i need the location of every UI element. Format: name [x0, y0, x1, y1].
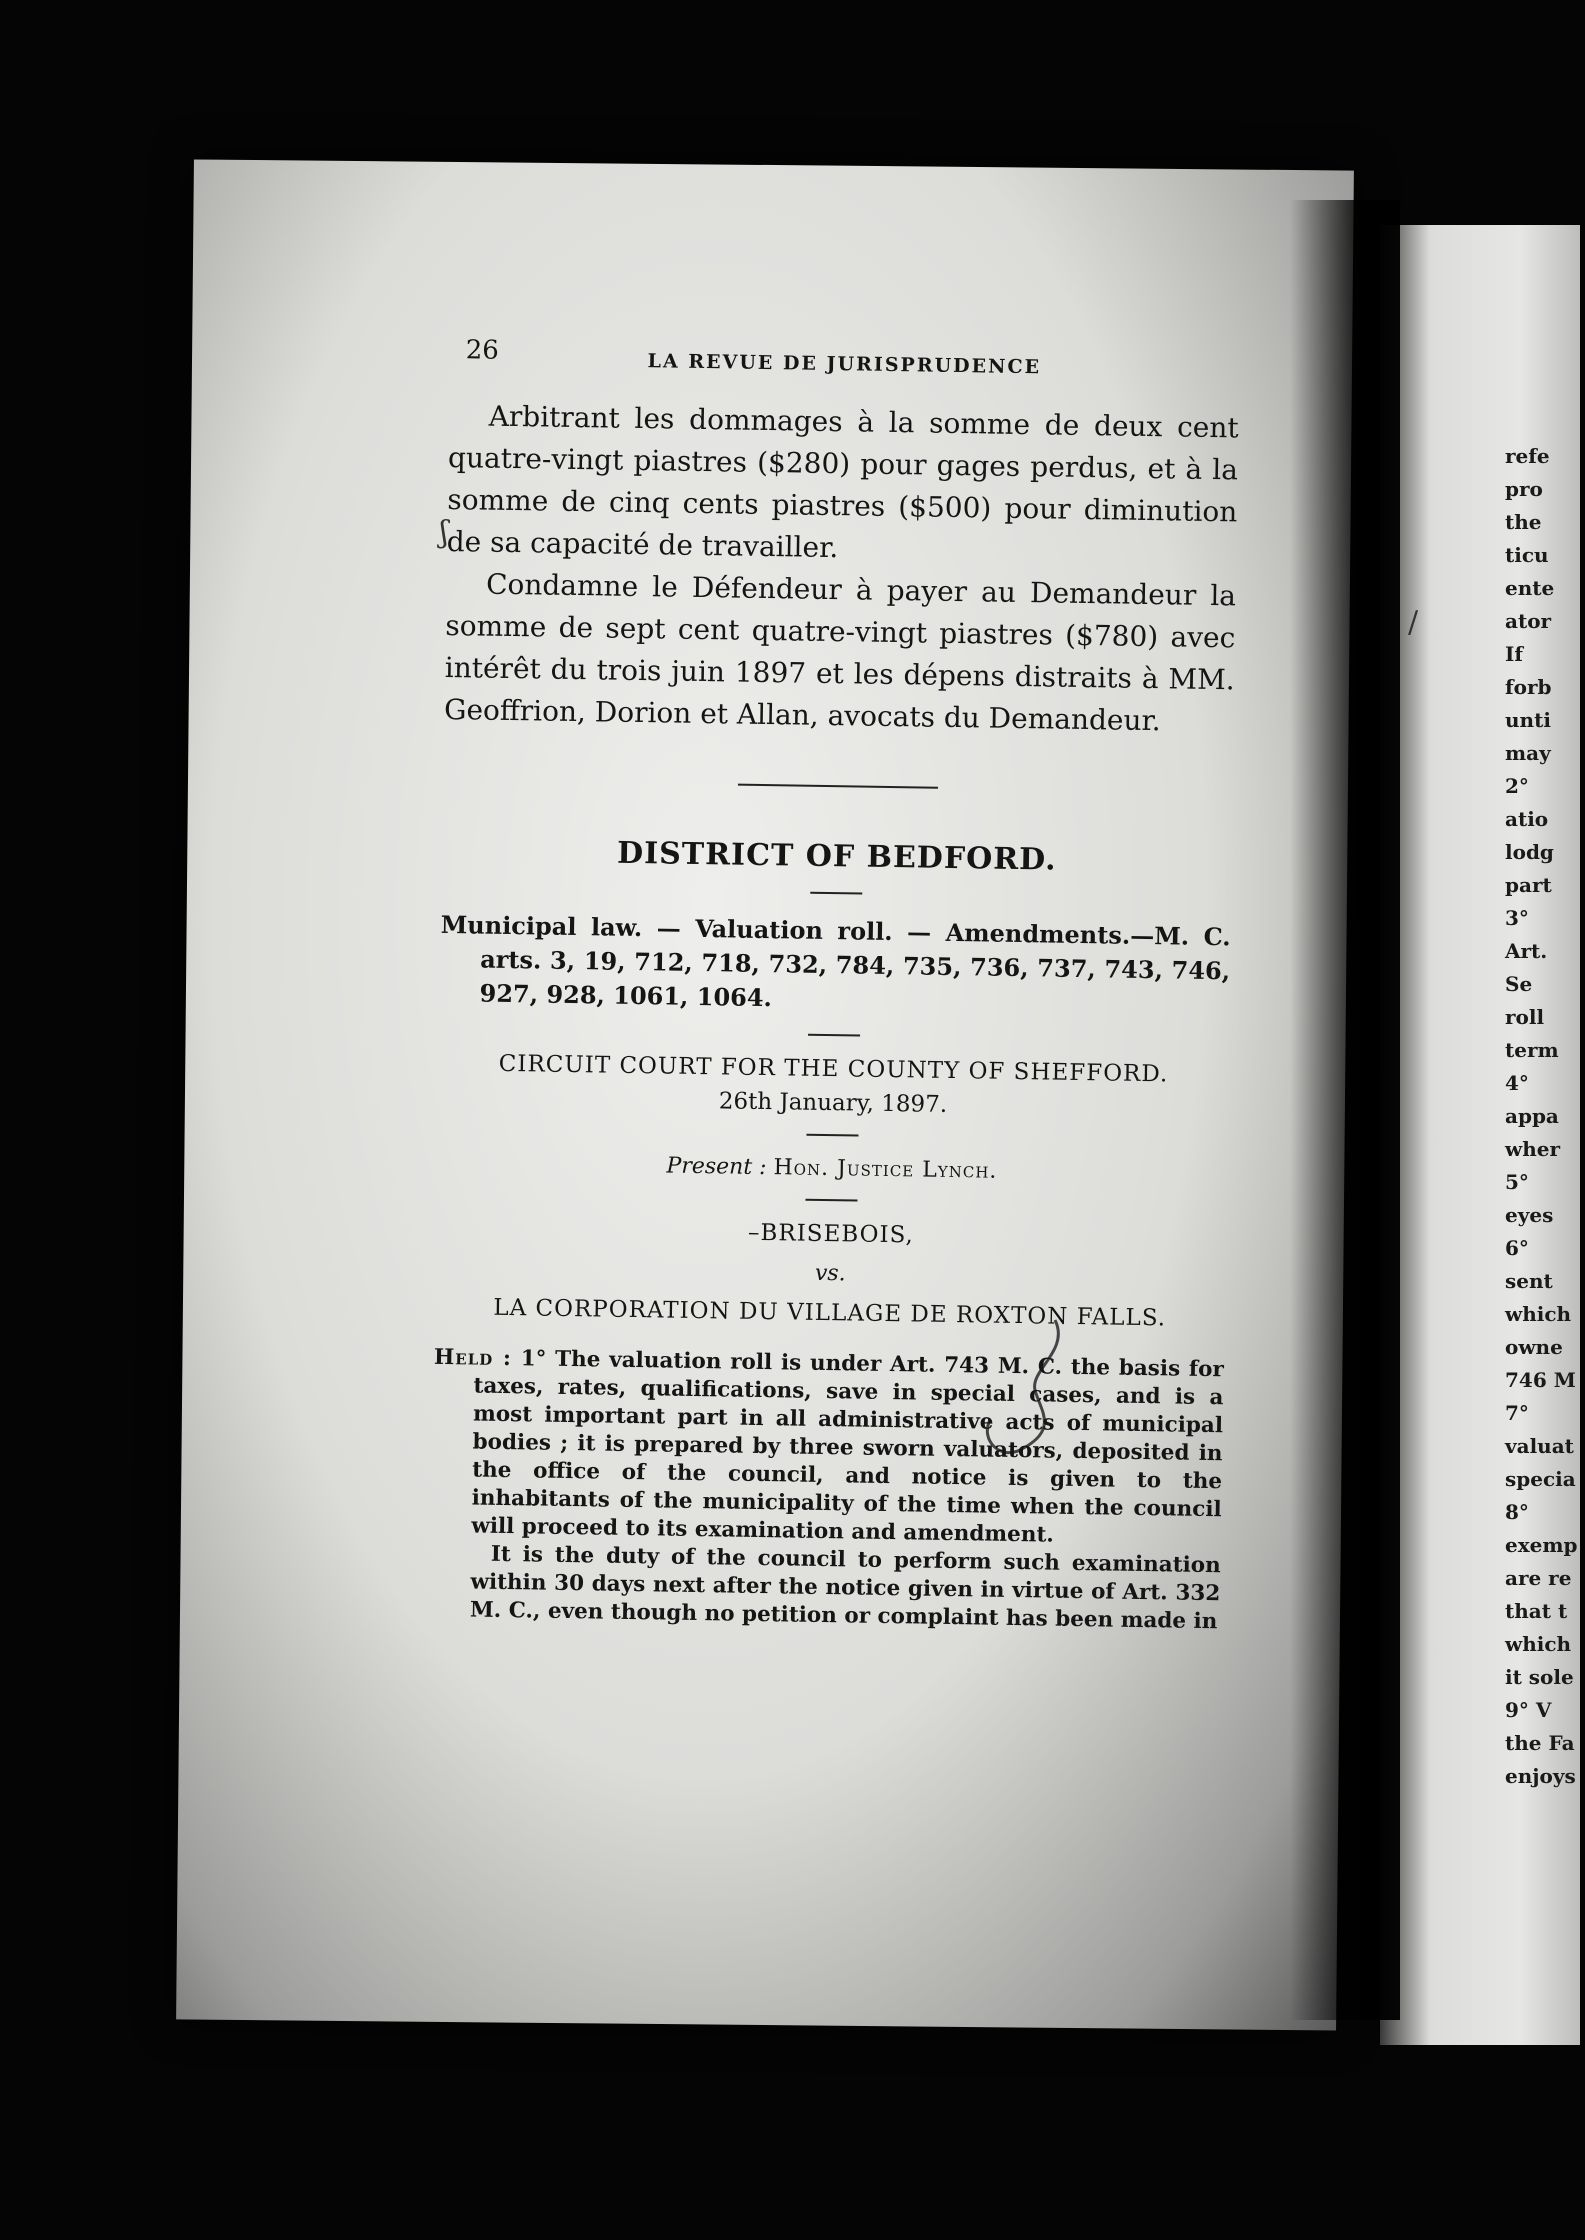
facing-page-fragment: If — [1505, 642, 1523, 666]
present-line — [437, 1150, 1227, 1187]
facing-page-fragment: unti — [1505, 708, 1551, 732]
facing-page-fragment: which — [1505, 1632, 1572, 1656]
short-divider — [805, 1199, 857, 1202]
facing-page-fragment: wher — [1505, 1137, 1561, 1161]
held-text: 1° The valuation roll is under Art. 743 M. C. the basis for taxes, rates, qualifications, save in special cases, and is a most important part in all administrative acts of municipal bodies ; it is prepared by three sworn valuators, deposited in the office of the council, and notice is given to the inhabitants of the municipality of the time when the council will proceed to its examination and amendment. — [471, 1346, 1225, 1548]
facing-page-fragment: the — [1505, 510, 1542, 534]
headnote: Municipal law. — Valuation roll. — Amendments.—M. C. arts. 3, 19, 712, 718, 732, 784, 735, 736, 737, 743, 746, 927, 928, 1061, 1064. — [440, 909, 1231, 1013]
facing-page-fragment: 4° — [1505, 1071, 1529, 1095]
court-name: CIRCUIT COURT FOR THE COUNTY OF SHEFFORD. — [498, 1050, 1169, 1088]
plaintiff-name: –BRISEBOIS, — [747, 1219, 915, 1249]
section-divider — [738, 784, 938, 789]
facing-page-fragment: are re — [1505, 1566, 1572, 1590]
facing-page-fragment: that t — [1505, 1599, 1568, 1623]
facing-page-fragment: appa — [1505, 1104, 1559, 1128]
versus: vs. — [814, 1260, 846, 1287]
facing-page-fragment: it sole — [1505, 1665, 1574, 1689]
facing-page-fragment: Art. — [1505, 939, 1548, 963]
held-label: Held : — [433, 1344, 513, 1372]
facing-page-fragment: 3° — [1505, 906, 1529, 930]
defendant-name: LA CORPORATION DU VILLAGE DE ROXTON FALLS. — [493, 1294, 1167, 1332]
short-divider — [806, 1134, 858, 1137]
margin-pen-mark-right: / — [1408, 605, 1419, 640]
margin-pen-mark: ʃ — [440, 515, 449, 550]
facing-page-fragment: may — [1505, 741, 1551, 765]
facing-page-fragment: Se — [1505, 972, 1533, 996]
present-label: Present : — [666, 1153, 767, 1181]
gutter-shadow — [1290, 200, 1400, 2020]
facing-page-fragment: lodg — [1505, 840, 1554, 864]
facing-page-fragment: ator — [1505, 609, 1552, 633]
short-divider — [808, 1034, 860, 1037]
facing-page-fragment: part — [1505, 873, 1552, 897]
held-continuation: It is the duty of the council to perform such examination within 30 days next after the notice given in virtue of Art. 332 M. C., even though no petition or complaint has been made in — [469, 1541, 1221, 1635]
facing-page-fragment: ente — [1505, 576, 1555, 600]
running-title: LA REVUE DE JURISPRUDENCE — [647, 350, 1042, 379]
facing-page-fragment: 9° V — [1505, 1698, 1552, 1722]
judgment-paragraph-2: Condamne le Défendeur à payer au Demandeur la somme de sept cent quatre-vingt piastres ($780) avec intérêt du trois juin 1897 et les dépens distraits à MM. Geoffrion, Dorion et Allan, avocats du Demandeur. — [443, 567, 1237, 738]
page-number: 26 — [465, 335, 500, 366]
facing-page-fragment: roll — [1505, 1005, 1545, 1029]
facing-page-fragment: atio — [1505, 807, 1549, 831]
facing-page-fragment: specia — [1505, 1467, 1576, 1491]
facing-page-fragment: 7° — [1505, 1401, 1529, 1425]
facing-page-fragment: refe — [1505, 444, 1550, 468]
facing-page-fragment: sent — [1505, 1269, 1553, 1293]
facing-page-fragment: 6° — [1505, 1236, 1529, 1260]
facing-page-fragment: forb — [1505, 675, 1552, 699]
facing-page-fragment: ticu — [1505, 543, 1549, 567]
page-content — [430, 335, 1240, 1636]
facing-page-fragment: which — [1505, 1302, 1572, 1326]
district-heading: DISTRICT OF BEDFORD. — [616, 835, 1057, 878]
facing-page-fragment: 8° — [1505, 1500, 1529, 1524]
facing-page-fragment: owne — [1505, 1335, 1563, 1359]
facing-page-fragment: enjoys — [1505, 1764, 1576, 1788]
facing-page-fragment: 2° — [1505, 774, 1529, 798]
facing-page-fragment: eyes — [1505, 1203, 1554, 1227]
court-date: 26th January, 1897. — [718, 1088, 948, 1118]
facing-page-fragment: pro — [1505, 477, 1543, 501]
facing-page-fragment: the Fa — [1505, 1731, 1575, 1755]
present-judge: Hon. Justice Lynch. — [773, 1155, 998, 1184]
short-divider — [810, 892, 862, 895]
judgment-paragraph-1: Arbitrant les dommages à la somme de deux cent quatre-vingt piastres ($280) pour gages perdus, et à la somme de cinq cents piastres ($500) pour diminution de sa capacité de travailler. — [446, 399, 1239, 565]
facing-page-fragment: 746 M — [1505, 1368, 1576, 1392]
page-header — [449, 335, 1240, 407]
facing-page-text — [1505, 440, 1585, 1793]
held-paragraph — [431, 1344, 1224, 1552]
facing-page-fragment: valuat — [1505, 1434, 1574, 1458]
facing-page-fragment: exemp — [1505, 1533, 1578, 1557]
facing-page-fragment: 5° — [1505, 1170, 1529, 1194]
facing-page-fragment: term — [1505, 1038, 1559, 1062]
